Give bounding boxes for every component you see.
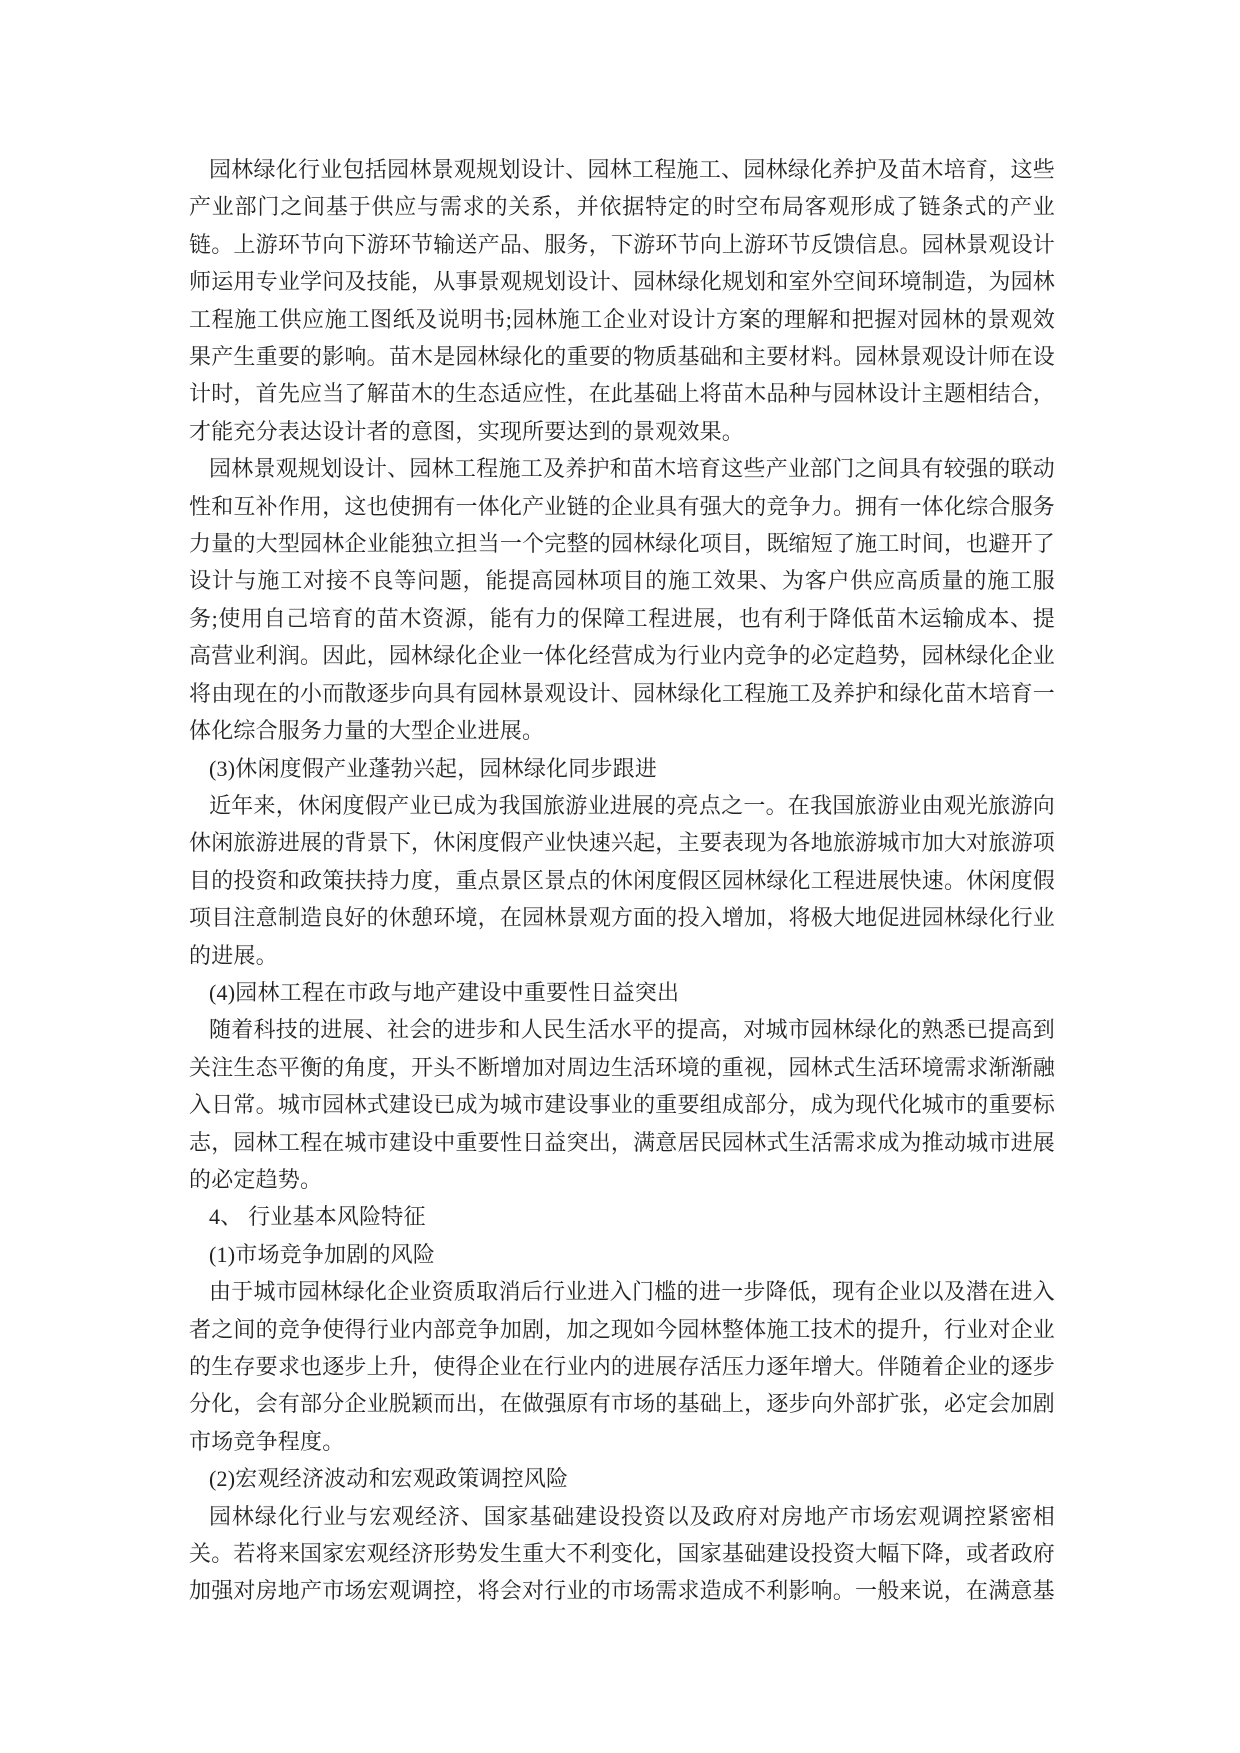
paragraph-body: 园林景观规划设计、园林工程施工及养护和苗木培育这些产业部门之间具有较强的联动性和互补作用，这也使拥有一体化产业链的企业具有强大的竞争力。拥有一体化综合服务力量的大型园林企业能独立担当一个完整的园林绿化项目，既缩短了施工时间，也避开了设计与施工对接不良等问题，能提高园林项目的施工效果、为客户供应高质量的施工服务;使用自己培育的苗木资源，能有力的保障工程进展，也有利于降低苗木运输成本、提高营业利润。因此，园林绿化企业一体化经营成为行业内竞争的必定趋势，园林绿化企业将由现在的小而散逐步向具有园林景观设计、园林绿化工程施工及养护和绿化苗木培育一体化综合服务力量的大型企业进展。 xyxy=(189,456,1055,744)
paragraph-heading: (1)市场竞争加剧的风险 xyxy=(209,1241,436,1267)
document-body xyxy=(189,151,1055,1610)
paragraph-heading: 4、 行业基本风险特征 xyxy=(209,1204,426,1230)
paragraph-heading: (2)宏观经济波动和宏观政策调控风险 xyxy=(209,1466,569,1492)
paragraph-body: 园林绿化行业与宏观经济、国家基础建设投资以及政府对房地产市场宏观调控紧密相关。若将来国家宏观经济形势发生重大不利变化，国家基础建设投资大幅下降，或者政府加强对房地产市场宏观调控，将会对行业的市场需求造成不利影响。一般来说，在满意基 xyxy=(189,1503,1055,1604)
paragraph-heading: (4)园林工程在市政与地产建设中重要性日益突出 xyxy=(209,979,680,1005)
paragraph-body: 园林绿化行业包括园林景观规划设计、园林工程施工、园林绿化养护及苗木培育，这些产业部门之间基于供应与需求的关系，并依据特定的时空布局客观形成了链条式的产业链。上游环节向下游环节输送产品、服务，下游环节向上游环节反馈信息。园林景观设计师运用专业学问及技能，从事景观规划设计、园林绿化规划和室外空间环境制造，为园林工程施工供应施工图纸及说明书;园林施工企业对设计方案的理解和把握对园林的景观效果产生重要的影响。苗木是园林绿化的重要的物质基础和主要材料。园林景观设计师在设计时，首先应当了解苗木的生态适应性，在此基础上将苗木品种与园林设计主题相结合，才能充分表达设计者的意图，实现所要达到的景观效果。 xyxy=(189,157,1055,444)
paragraph-body: 近年来，休闲度假产业已成为我国旅游业进展的亮点之一。在我国旅游业由观光旅游向休闲旅游进展的背景下，休闲度假产业快速兴起，主要表现为各地旅游城市加大对旅游项目的投资和政策扶持力度，重点景区景点的休闲度假区园林绿化工程进展快速。休闲度假项目注意制造良好的休憩环境，在园林景观方面的投入增加，将极大地促进园林绿化行业的进展。 xyxy=(189,792,1055,968)
paragraph-body: 由于城市园林绿化企业资质取消后行业进入门槛的进一步降低，现有企业以及潜在进入者之间的竞争使得行业内部竞争加剧，加之现如今园林整体施工技术的提升，行业对企业的生存要求也逐步上升，使得企业在行业内的进展存活压力逐年增大。伴随着企业的逐步分化，会有部分企业脱颖而出，在做强原有市场的基础上，逐步向外部扩张，必定会加剧市场竞争程度。 xyxy=(189,1279,1055,1454)
paragraph-heading: (3)休闲度假产业蓬勃兴起，园林绿化同步跟进 xyxy=(209,755,658,781)
paragraph-body: 随着科技的进展、社会的进步和人民生活水平的提高，对城市园林绿化的熟悉已提高到关注生态平衡的角度，开头不断增加对周边生活环境的重视，园林式生活环境需求渐渐融入日常。城市园林式建设已成为城市建设事业的重要组成部分，成为现代化城市的重要标志，园林工程在城市建设中重要性日益突出，满意居民园林式生活需求成为推动城市进展的必定趋势。 xyxy=(189,1017,1055,1192)
